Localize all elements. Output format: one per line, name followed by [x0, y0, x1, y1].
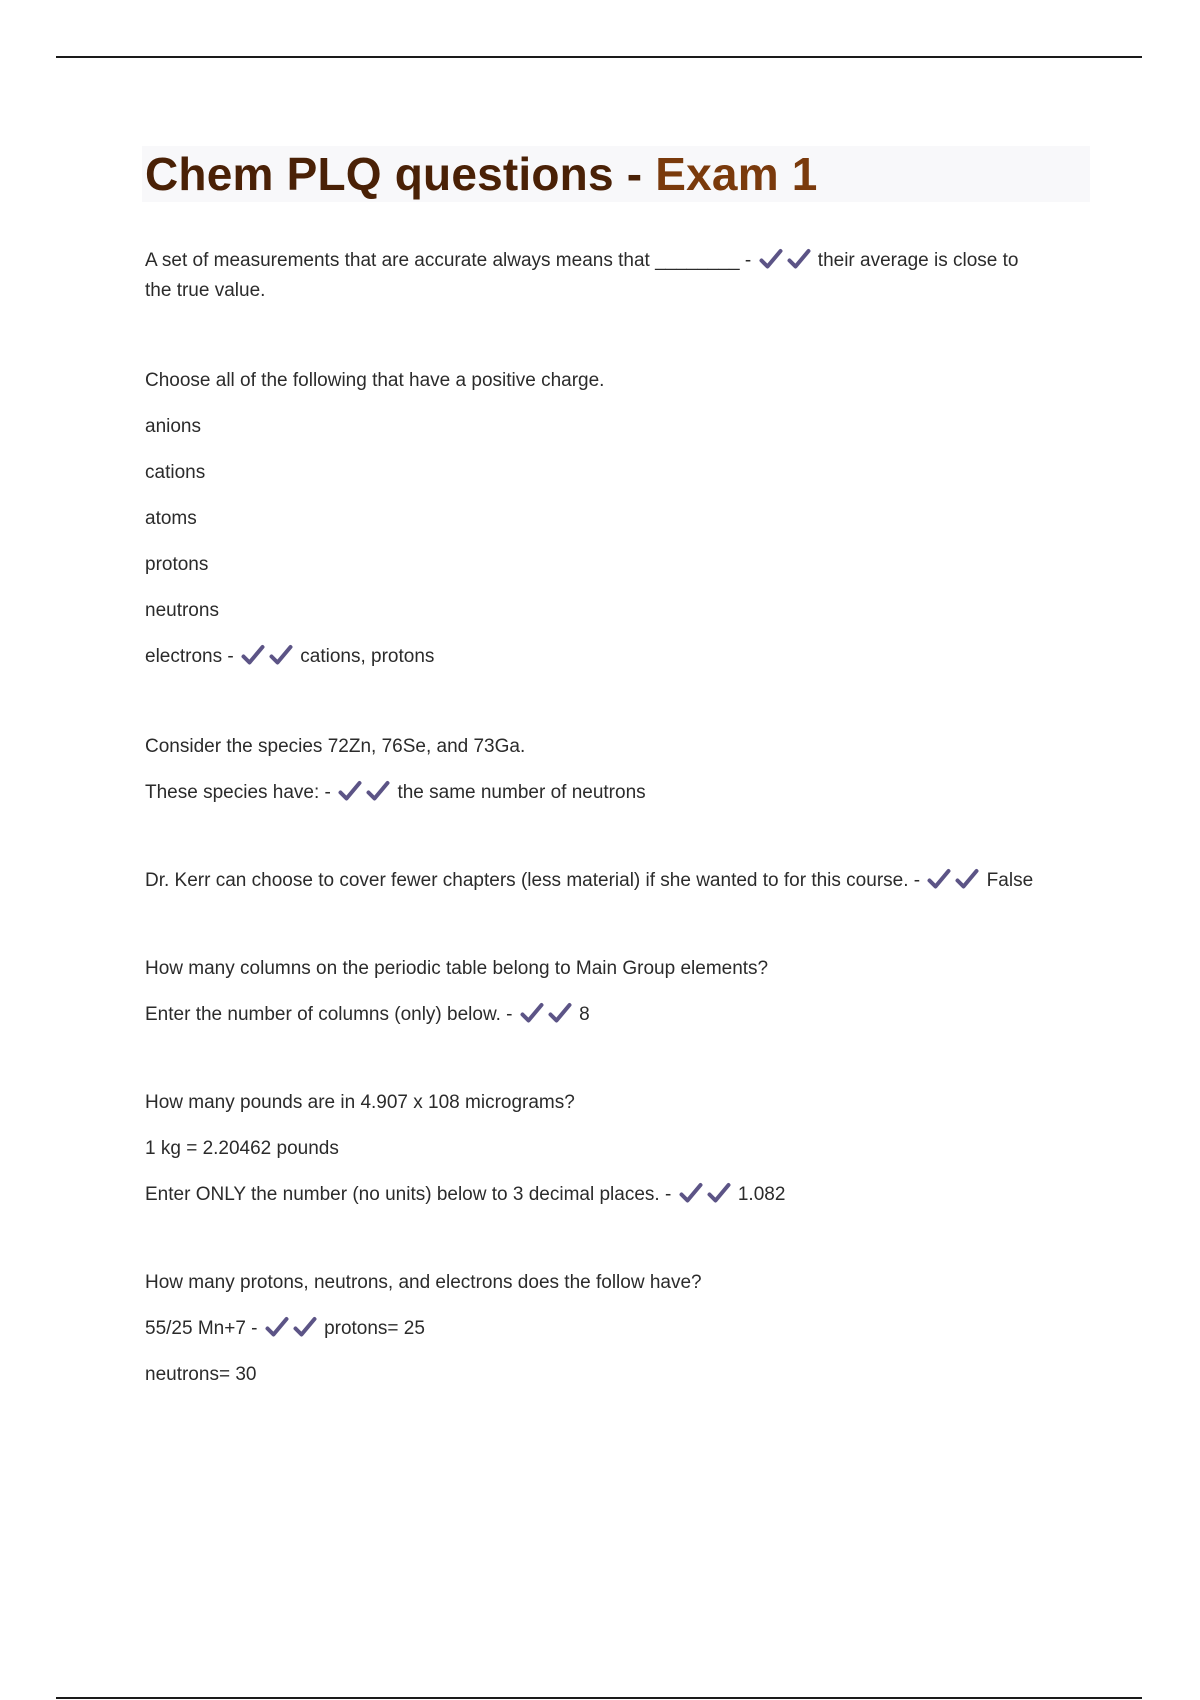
title-part-2: Exam 1 — [655, 148, 818, 200]
answer-continuation: neutrons= 30 — [145, 1364, 257, 1385]
check-mark-icon — [927, 868, 951, 890]
question-prompt: Dr. Kerr can choose to cover fewer chapters (less material) if she wanted to for this course. - — [145, 870, 921, 891]
option-item: electrons - — [145, 646, 234, 667]
info-line: 1 kg = 2.20462 pounds — [145, 1138, 339, 1159]
check-mark-icon — [241, 644, 265, 666]
option-answer-line — [145, 642, 1090, 672]
question-prompt: How many columns on the periodic table belong to Main Group elements? — [145, 958, 769, 979]
answer-text: their average is close to — [817, 250, 1019, 271]
check-mark-icon — [265, 1316, 289, 1338]
question-line — [145, 246, 1090, 276]
check-mark-icon — [269, 644, 293, 666]
answer-text: 1.082 — [737, 1184, 786, 1205]
sub-prompt: These species have: - — [145, 782, 331, 803]
question-line — [145, 1000, 1090, 1030]
check-mark-icon — [787, 248, 811, 270]
check-mark-icon — [338, 780, 362, 802]
option-item: cations — [145, 462, 206, 483]
option-item: atoms — [145, 508, 197, 529]
question-1 — [145, 246, 1090, 306]
check-mark-icon — [759, 248, 783, 270]
question-6 — [145, 1088, 1090, 1210]
question-7 — [145, 1268, 1090, 1390]
document-body — [145, 146, 1090, 1390]
question-prompt: Choose all of the following that have a positive charge. — [145, 370, 605, 391]
question-prompt: How many pounds are in 4.907 x 108 micrograms? — [145, 1092, 575, 1113]
answer-text: 8 — [579, 1004, 590, 1025]
check-mark-icon — [679, 1182, 703, 1204]
option-item: protons — [145, 554, 209, 575]
option-item: anions — [145, 416, 201, 437]
check-mark-icon — [293, 1316, 317, 1338]
question-prompt: A set of measurements that are accurate always means that ________ - — [145, 250, 752, 271]
bottom-rule — [56, 1697, 1142, 1699]
question-3 — [145, 732, 1090, 808]
option-item: neutrons — [145, 600, 219, 621]
check-mark-icon — [955, 868, 979, 890]
check-mark-icon — [548, 1002, 572, 1024]
title-part-1: Chem PLQ questions - — [145, 148, 656, 200]
page-title — [145, 148, 818, 200]
question-line — [145, 1180, 1090, 1210]
question-prompt: How many protons, neutrons, and electrons does the follow have? — [145, 1272, 702, 1293]
answer-text: the same number of neutrons — [397, 782, 646, 803]
question-prompt: Consider the species 72Zn, 76Se, and 73Ga. — [145, 736, 526, 757]
answer-continuation: the true value. — [145, 280, 266, 301]
title-band — [142, 146, 1090, 202]
sub-prompt: 55/25 Mn+7 - — [145, 1318, 258, 1339]
question-line — [145, 866, 1090, 896]
question-4 — [145, 866, 1090, 896]
question-2 — [145, 366, 1090, 672]
answer-text: protons= 25 — [324, 1318, 425, 1339]
sub-prompt: Enter the number of columns (only) below. - — [145, 1004, 513, 1025]
question-line — [145, 1314, 1090, 1344]
check-mark-icon — [707, 1182, 731, 1204]
top-rule — [56, 56, 1142, 58]
sub-prompt: Enter ONLY the number (no units) below to 3 decimal places. - — [145, 1184, 672, 1205]
question-line — [145, 778, 1090, 808]
check-mark-icon — [520, 1002, 544, 1024]
answer-text: False — [986, 870, 1034, 891]
answer-text: cations, protons — [300, 646, 435, 667]
check-mark-icon — [366, 780, 390, 802]
question-5 — [145, 954, 1090, 1030]
